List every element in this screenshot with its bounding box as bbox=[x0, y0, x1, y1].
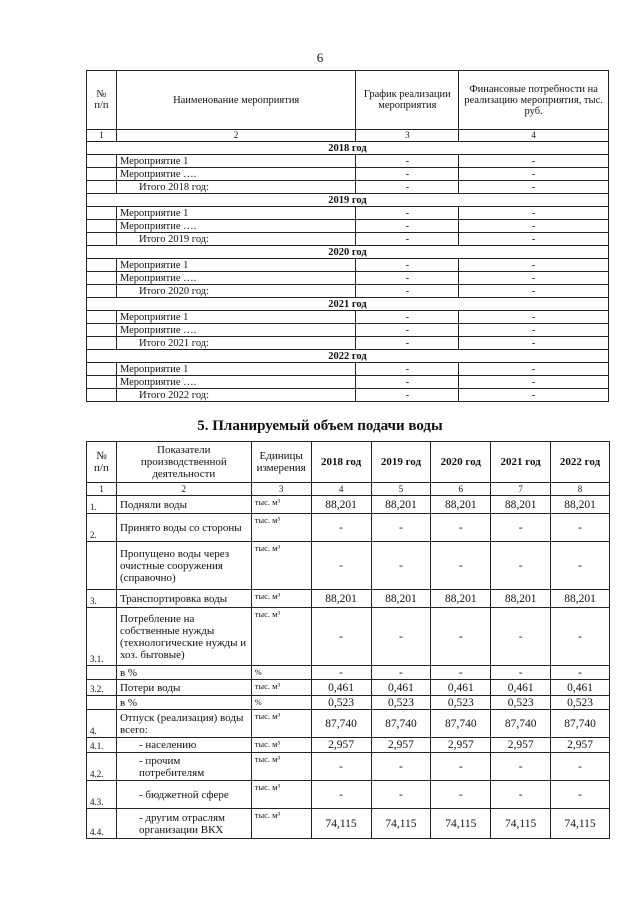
header-cell: 2021 год bbox=[491, 442, 551, 483]
event-schedule: - bbox=[356, 233, 459, 246]
row-number: 4.2. bbox=[87, 753, 117, 781]
indicator-name: Потребление на собственные нужды (технологические нужды и хоз. бытовые) bbox=[116, 608, 251, 666]
column-number: 2 bbox=[116, 130, 355, 142]
indicator-name: Отпуск (реализация) воды всего: bbox=[116, 710, 251, 738]
row-number-cell bbox=[87, 168, 117, 181]
unit: тыс. м³ bbox=[251, 809, 311, 839]
value-cell: - bbox=[371, 608, 431, 666]
value-cell: 88,201 bbox=[431, 590, 491, 608]
table-row bbox=[87, 809, 610, 839]
event-name: Мероприятие …. bbox=[116, 324, 355, 337]
indicator-name: - другим отраслям организации ВКХ bbox=[116, 809, 251, 839]
value-cell: - bbox=[371, 753, 431, 781]
table-row bbox=[87, 710, 610, 738]
event-schedule: - bbox=[356, 324, 459, 337]
event-name: Мероприятие …. bbox=[116, 220, 355, 233]
column-number: 5 bbox=[371, 483, 431, 496]
value-cell: 2,957 bbox=[371, 738, 431, 753]
column-number: 3 bbox=[356, 130, 459, 142]
column-number-row bbox=[87, 483, 610, 496]
value-cell: 0,523 bbox=[371, 696, 431, 710]
event-name: Итого 2022 год: bbox=[116, 389, 355, 402]
value-cell: - bbox=[311, 781, 371, 809]
event-name: Мероприятие 1 bbox=[116, 207, 355, 220]
event-schedule: - bbox=[356, 259, 459, 272]
table-row bbox=[87, 324, 609, 337]
header-cell: № п/п bbox=[87, 442, 117, 483]
unit: тыс. м³ bbox=[251, 738, 311, 753]
table-row bbox=[87, 666, 610, 680]
table-row bbox=[87, 542, 610, 590]
table-row bbox=[87, 590, 610, 608]
year-label: 2018 год bbox=[87, 142, 609, 155]
table-row bbox=[87, 389, 609, 402]
column-number: 7 bbox=[491, 483, 551, 496]
event-name: Мероприятие …. bbox=[116, 376, 355, 389]
row-number-cell bbox=[87, 285, 117, 298]
event-schedule: - bbox=[356, 311, 459, 324]
event-schedule: - bbox=[356, 181, 459, 194]
unit: % bbox=[251, 666, 311, 680]
year-label: 2019 год bbox=[87, 194, 609, 207]
column-number: 4 bbox=[459, 130, 609, 142]
value-cell: 88,201 bbox=[311, 590, 371, 608]
event-name: Мероприятие 1 bbox=[116, 259, 355, 272]
row-number: 4.1. bbox=[87, 738, 117, 753]
indicator-name: Потери воды bbox=[116, 680, 251, 696]
unit: тыс. м³ bbox=[251, 608, 311, 666]
header-cell: Наименование мероприятия bbox=[116, 71, 355, 130]
value-cell: 0,461 bbox=[311, 680, 371, 696]
page-number: 6 bbox=[316, 50, 324, 65]
event-cost: - bbox=[459, 376, 609, 389]
section-title: 5. Планируемый объем подачи воды bbox=[197, 418, 443, 434]
value-cell: 0,523 bbox=[431, 696, 491, 710]
event-cost: - bbox=[459, 311, 609, 324]
value-cell: 0,523 bbox=[311, 696, 371, 710]
event-name: Мероприятие …. bbox=[116, 168, 355, 181]
value-cell: 87,740 bbox=[431, 710, 491, 738]
event-schedule: - bbox=[356, 376, 459, 389]
event-name: Мероприятие 1 bbox=[116, 363, 355, 376]
value-cell: 74,115 bbox=[491, 809, 551, 839]
row-number-cell bbox=[87, 324, 117, 337]
value-cell: 74,115 bbox=[551, 809, 610, 839]
year-row bbox=[87, 246, 609, 259]
row-number-cell bbox=[87, 389, 117, 402]
event-name: Итого 2021 год: bbox=[116, 337, 355, 350]
value-cell: 88,201 bbox=[491, 590, 551, 608]
row-number-cell bbox=[87, 220, 117, 233]
header-row bbox=[87, 71, 609, 130]
event-schedule: - bbox=[356, 337, 459, 350]
event-cost: - bbox=[459, 389, 609, 402]
value-cell: - bbox=[311, 542, 371, 590]
value-cell: 0,461 bbox=[371, 680, 431, 696]
table-row bbox=[87, 738, 610, 753]
event-cost: - bbox=[459, 324, 609, 337]
unit: тыс. м³ bbox=[251, 680, 311, 696]
column-number: 1 bbox=[87, 130, 117, 142]
header-row bbox=[87, 442, 610, 483]
value-cell: 74,115 bbox=[371, 809, 431, 839]
header-cell: График реализации мероприятия bbox=[356, 71, 459, 130]
value-cell: - bbox=[551, 542, 610, 590]
value-cell: - bbox=[551, 514, 610, 542]
unit: тыс. м³ bbox=[251, 542, 311, 590]
event-name: Мероприятие 1 bbox=[116, 311, 355, 324]
year-row bbox=[87, 194, 609, 207]
value-cell: 74,115 bbox=[431, 809, 491, 839]
value-cell: 0,461 bbox=[491, 680, 551, 696]
header-cell: 2019 год bbox=[371, 442, 431, 483]
value-cell: - bbox=[371, 781, 431, 809]
event-cost: - bbox=[459, 207, 609, 220]
value-cell: 88,201 bbox=[371, 590, 431, 608]
value-cell: - bbox=[491, 514, 551, 542]
row-number-cell bbox=[87, 376, 117, 389]
header-cell: № п/п bbox=[87, 71, 117, 130]
event-cost: - bbox=[459, 233, 609, 246]
event-cost: - bbox=[459, 337, 609, 350]
indicator-name: Пропущено воды через очистные сооружения (справочно) bbox=[116, 542, 251, 590]
indicator-name: Принято воды со стороны bbox=[116, 514, 251, 542]
table-row bbox=[87, 608, 610, 666]
value-cell: 2,957 bbox=[311, 738, 371, 753]
value-cell: - bbox=[371, 666, 431, 680]
event-cost: - bbox=[459, 220, 609, 233]
water-supply-table bbox=[86, 441, 610, 839]
row-number-cell bbox=[87, 259, 117, 272]
unit: тыс. м³ bbox=[251, 590, 311, 608]
header-cell: 2018 год bbox=[311, 442, 371, 483]
value-cell: 87,740 bbox=[491, 710, 551, 738]
row-number-cell bbox=[87, 311, 117, 324]
table-row bbox=[87, 337, 609, 350]
year-label: 2022 год bbox=[87, 350, 609, 363]
header-cell: 2020 год bbox=[431, 442, 491, 483]
value-cell: 2,957 bbox=[431, 738, 491, 753]
row-number bbox=[87, 666, 117, 680]
row-number: 2. bbox=[87, 514, 117, 542]
value-cell: - bbox=[431, 608, 491, 666]
unit: тыс. м³ bbox=[251, 710, 311, 738]
table-row bbox=[87, 285, 609, 298]
value-cell: - bbox=[491, 753, 551, 781]
value-cell: - bbox=[551, 781, 610, 809]
indicator-name: - прочим потребителям bbox=[116, 753, 251, 781]
event-cost: - bbox=[459, 285, 609, 298]
year-label: 2021 год bbox=[87, 298, 609, 311]
value-cell: - bbox=[311, 608, 371, 666]
header-cell: Единицы измерения bbox=[251, 442, 311, 483]
row-number-cell bbox=[87, 181, 117, 194]
unit: % bbox=[251, 696, 311, 710]
indicator-name: в % bbox=[116, 696, 251, 710]
table-row bbox=[87, 696, 610, 710]
table-row bbox=[87, 181, 609, 194]
event-name: Итого 2018 год: bbox=[116, 181, 355, 194]
value-cell: 87,740 bbox=[311, 710, 371, 738]
table-row bbox=[87, 272, 609, 285]
table-row bbox=[87, 363, 609, 376]
value-cell: - bbox=[431, 514, 491, 542]
row-number: 4.4. bbox=[87, 809, 117, 839]
value-cell: 87,740 bbox=[371, 710, 431, 738]
value-cell: - bbox=[371, 514, 431, 542]
row-number-cell bbox=[87, 337, 117, 350]
row-number: 1. bbox=[87, 496, 117, 514]
unit: тыс. м³ bbox=[251, 753, 311, 781]
row-number bbox=[87, 542, 117, 590]
event-name: Мероприятие 1 bbox=[116, 155, 355, 168]
event-name: Итого 2020 год: bbox=[116, 285, 355, 298]
value-cell: 74,115 bbox=[311, 809, 371, 839]
year-row bbox=[87, 298, 609, 311]
unit: тыс. м³ bbox=[251, 781, 311, 809]
value-cell: - bbox=[311, 666, 371, 680]
table-row bbox=[87, 514, 610, 542]
column-number: 6 bbox=[431, 483, 491, 496]
value-cell: - bbox=[371, 542, 431, 590]
value-cell: 88,201 bbox=[371, 496, 431, 514]
value-cell: - bbox=[551, 608, 610, 666]
row-number-cell bbox=[87, 155, 117, 168]
value-cell: 2,957 bbox=[491, 738, 551, 753]
row-number: 3.1. bbox=[87, 608, 117, 666]
event-schedule: - bbox=[356, 389, 459, 402]
event-name: Мероприятие …. bbox=[116, 272, 355, 285]
indicator-name: Транспортировка воды bbox=[116, 590, 251, 608]
table-row bbox=[87, 207, 609, 220]
unit: тыс. м³ bbox=[251, 514, 311, 542]
value-cell: - bbox=[311, 514, 371, 542]
column-number: 3 bbox=[251, 483, 311, 496]
value-cell: - bbox=[431, 753, 491, 781]
value-cell: 88,201 bbox=[431, 496, 491, 514]
indicator-name: в % bbox=[116, 666, 251, 680]
value-cell: - bbox=[311, 753, 371, 781]
value-cell: - bbox=[431, 781, 491, 809]
event-schedule: - bbox=[356, 272, 459, 285]
event-schedule: - bbox=[356, 363, 459, 376]
value-cell: 87,740 bbox=[551, 710, 610, 738]
event-cost: - bbox=[459, 168, 609, 181]
column-number: 8 bbox=[551, 483, 610, 496]
events-table bbox=[86, 70, 609, 402]
value-cell: - bbox=[491, 781, 551, 809]
table-row bbox=[87, 376, 609, 389]
indicator-name: - населению bbox=[116, 738, 251, 753]
table-row bbox=[87, 259, 609, 272]
row-number-cell bbox=[87, 233, 117, 246]
table-row bbox=[87, 311, 609, 324]
value-cell: 0,461 bbox=[551, 680, 610, 696]
indicator-name: - бюджетной сфере bbox=[116, 781, 251, 809]
event-cost: - bbox=[459, 363, 609, 376]
value-cell: 88,201 bbox=[551, 496, 610, 514]
column-number-row bbox=[87, 130, 609, 142]
event-schedule: - bbox=[356, 155, 459, 168]
row-number-cell bbox=[87, 363, 117, 376]
event-cost: - bbox=[459, 272, 609, 285]
header-cell: Показатели производственной деятельности bbox=[116, 442, 251, 483]
event-schedule: - bbox=[356, 285, 459, 298]
value-cell: 0,523 bbox=[551, 696, 610, 710]
value-cell: - bbox=[551, 753, 610, 781]
value-cell: 88,201 bbox=[311, 496, 371, 514]
event-schedule: - bbox=[356, 207, 459, 220]
table-row bbox=[87, 781, 610, 809]
table-row bbox=[87, 753, 610, 781]
header-cell: Финансовые потребности на реализацию мероприятия, тыс. руб. bbox=[459, 71, 609, 130]
value-cell: 2,957 bbox=[551, 738, 610, 753]
row-number: 3. bbox=[87, 590, 117, 608]
value-cell: 0,461 bbox=[431, 680, 491, 696]
row-number-cell bbox=[87, 272, 117, 285]
value-cell: - bbox=[431, 542, 491, 590]
table-row bbox=[87, 496, 610, 514]
row-number: 4. bbox=[87, 710, 117, 738]
row-number bbox=[87, 696, 117, 710]
event-cost: - bbox=[459, 181, 609, 194]
event-schedule: - bbox=[356, 168, 459, 181]
table-row bbox=[87, 220, 609, 233]
row-number: 3.2. bbox=[87, 680, 117, 696]
year-label: 2020 год bbox=[87, 246, 609, 259]
column-number: 2 bbox=[116, 483, 251, 496]
event-name: Итого 2019 год: bbox=[116, 233, 355, 246]
table-row bbox=[87, 680, 610, 696]
column-number: 4 bbox=[311, 483, 371, 496]
indicator-name: Подняли воды bbox=[116, 496, 251, 514]
event-cost: - bbox=[459, 259, 609, 272]
row-number: 4.3. bbox=[87, 781, 117, 809]
table-row bbox=[87, 168, 609, 181]
unit: тыс. м³ bbox=[251, 496, 311, 514]
table-row bbox=[87, 155, 609, 168]
value-cell: - bbox=[491, 608, 551, 666]
column-number: 1 bbox=[87, 483, 117, 496]
value-cell: 0,523 bbox=[491, 696, 551, 710]
event-cost: - bbox=[459, 155, 609, 168]
value-cell: - bbox=[431, 666, 491, 680]
year-row bbox=[87, 350, 609, 363]
value-cell: 88,201 bbox=[491, 496, 551, 514]
event-schedule: - bbox=[356, 220, 459, 233]
table-row bbox=[87, 233, 609, 246]
row-number-cell bbox=[87, 207, 117, 220]
value-cell: - bbox=[491, 542, 551, 590]
value-cell: 88,201 bbox=[551, 590, 610, 608]
value-cell: - bbox=[551, 666, 610, 680]
header-cell: 2022 год bbox=[551, 442, 610, 483]
value-cell: - bbox=[491, 666, 551, 680]
year-row bbox=[87, 142, 609, 155]
